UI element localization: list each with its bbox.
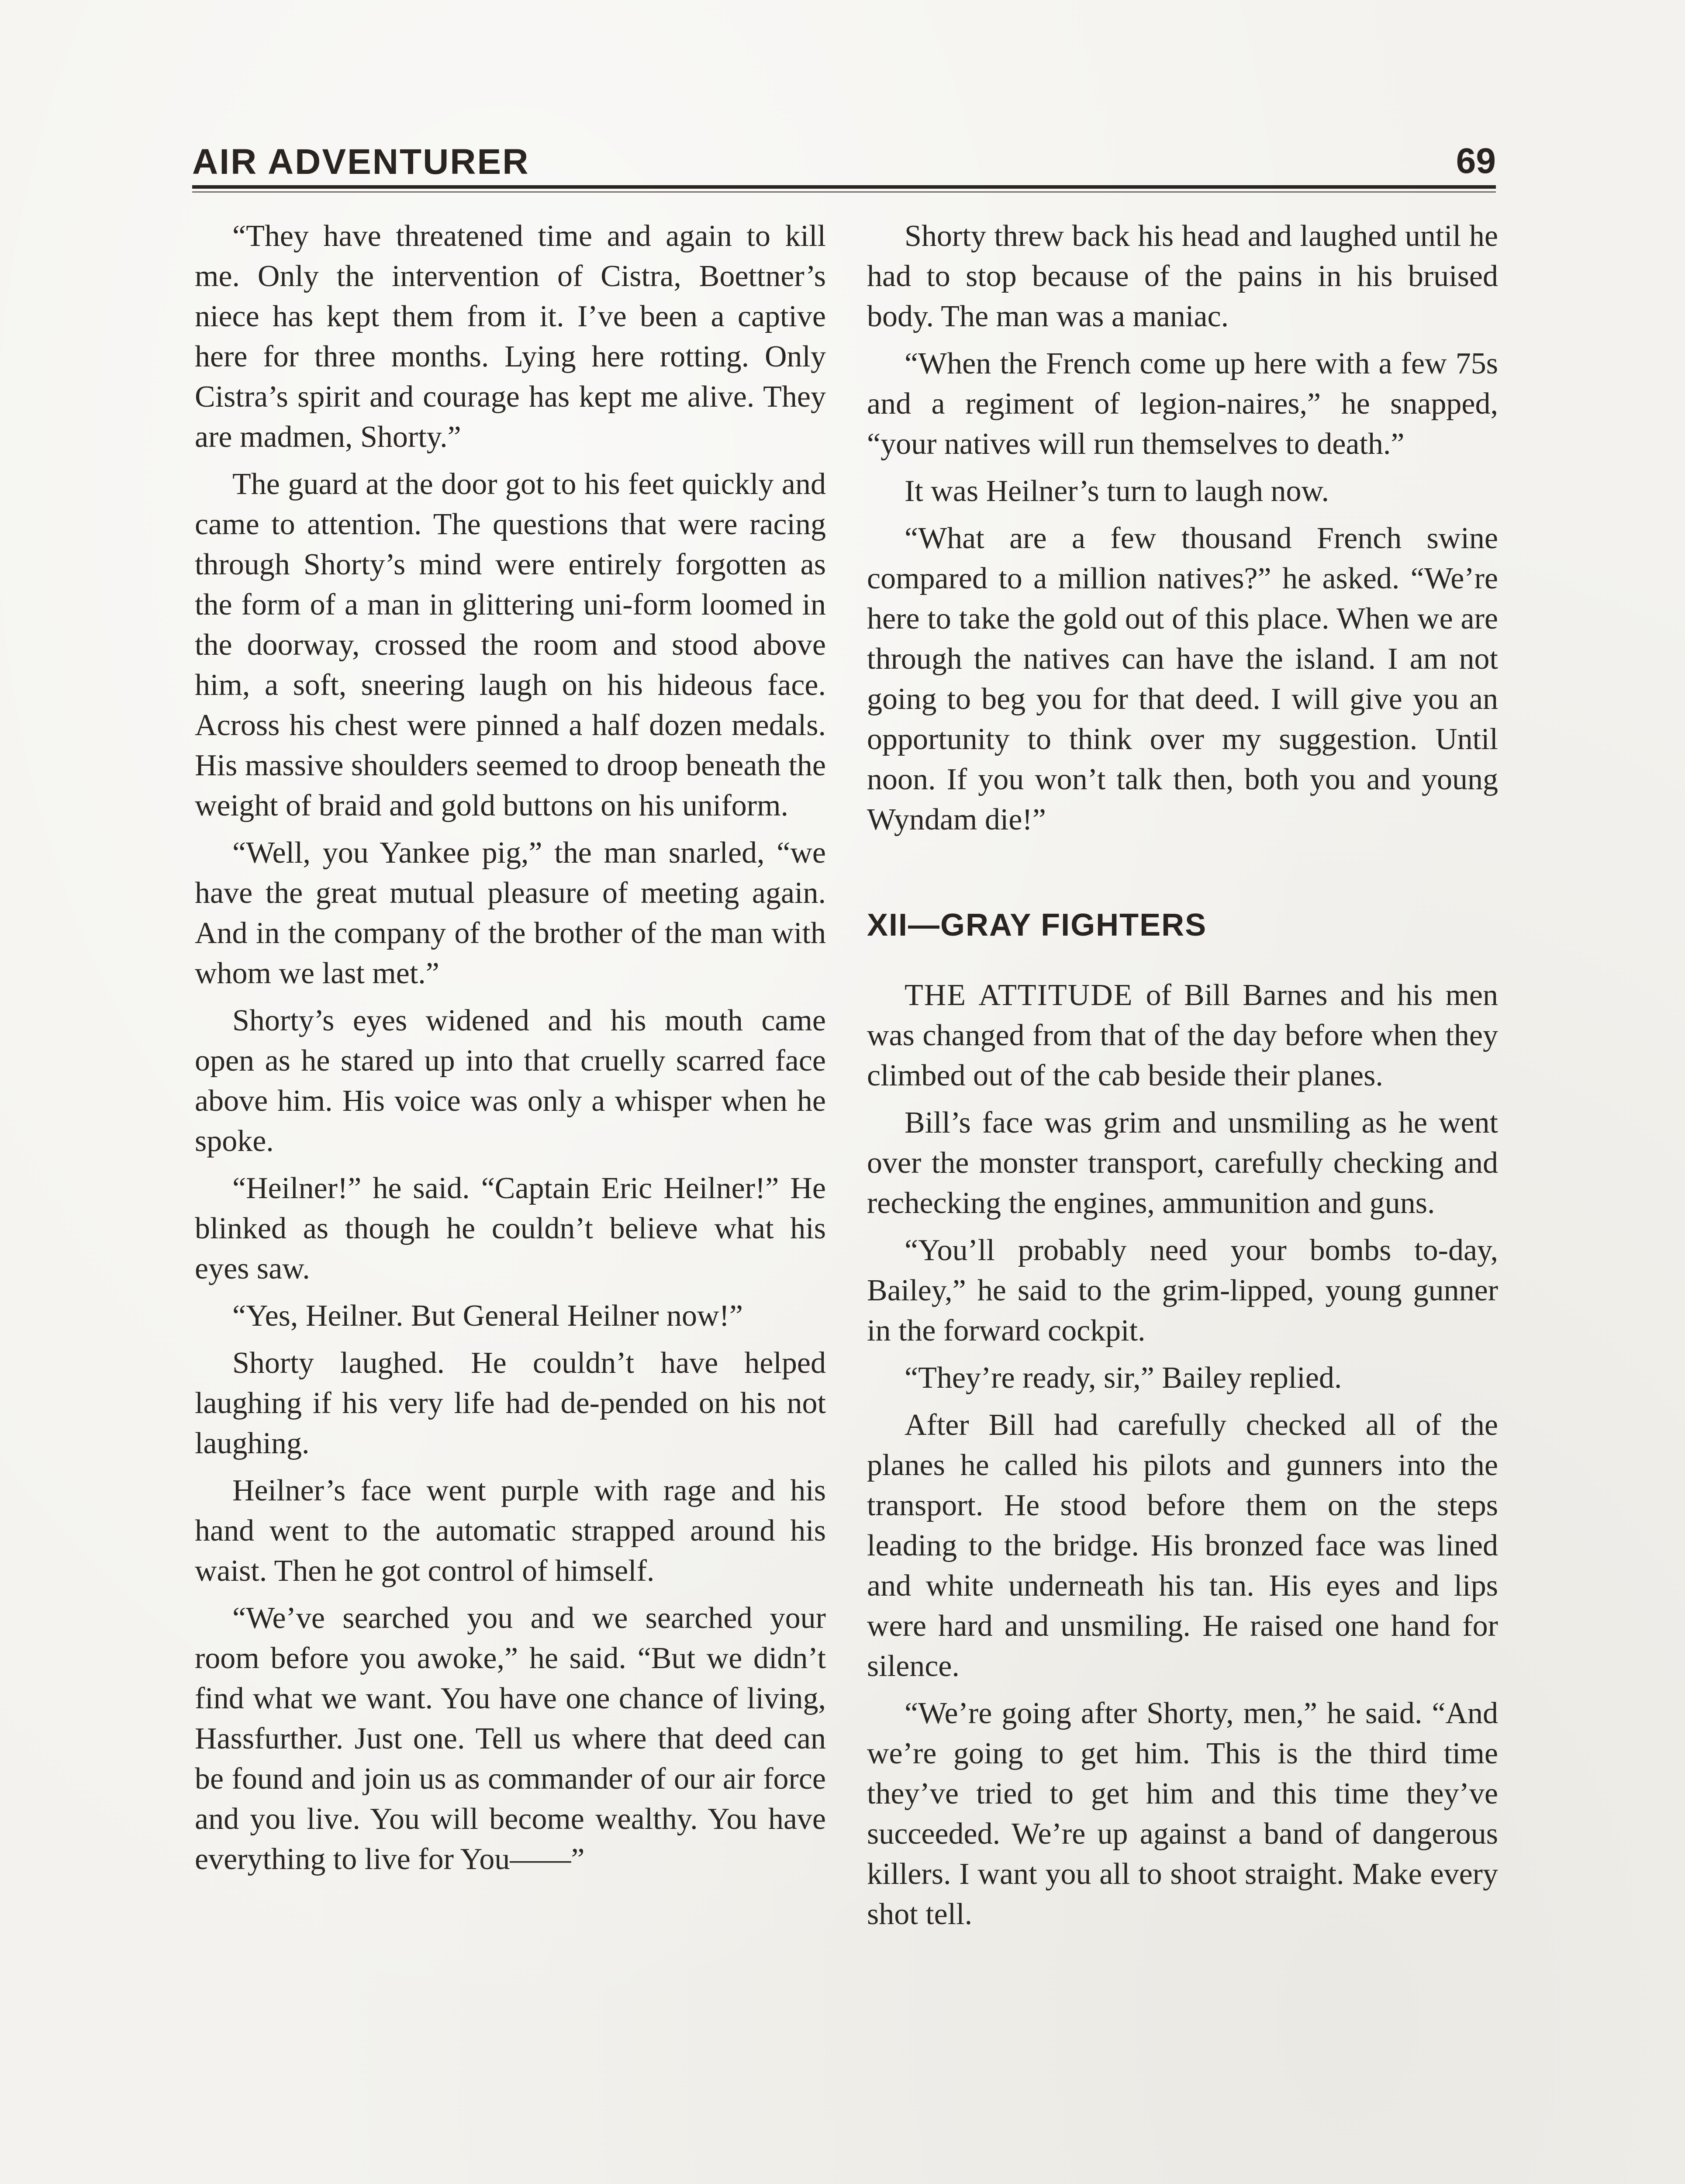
running-header [192,131,1496,183]
paragraph: After Bill had carefully checked all of the planes he called his pilots and gunners into the transport. He stood before them on the steps leading to the bridge. His bronzed face was lined and white underneath his tan. His eyes and lips were hard and unsmiling. He raised one hand for silence. [867,1408,1498,1683]
paragraph: “They have threatened time and again to kill me. Only the intervention of Cistra, Boettner’s niece has kept them from it. I’ve been a captive here for three months. Lying here rotting. Only Cistra’s spirit and courage has kept me alive. They are madmen, Shorty.” [195,219,826,454]
paragraph: The guard at the door got to his feet quickly and came to attention. The questions that were racing through Shorty’s mind were entirely forgotten as the form of a man in glittering uni-form loomed in the doorway, crossed the room and stood above him, a soft, sneering laugh on his hideous face. Across his chest were pinned a half dozen medals. His massive shoulders seemed to droop beneath the weight of braid and gold buttons on his uniform. [195,467,826,822]
chapter-heading: XII—GRAY FIGHTERS [867,908,1207,943]
left-column [195,216,826,1887]
paragraph: Heilner’s face went purple with rage and his hand went to the automatic strapped around his waist. Then he got control of himself. [195,1474,826,1588]
paragraph: “You’ll probably need your bombs to-day, Bailey,” he said to the grim-lipped, young gunner in the forward cockpit. [867,1234,1498,1348]
right-column [867,216,1498,1942]
paragraph: “They’re ready, sir,” Bailey replied. [905,1361,1342,1395]
paragraph: “We’re going after Shorty, men,” he said. “And we’re going to get him. This is the third time they’ve tried to get him and this time they’ve succeeded. We’re up against a band of dangerous killers. I want you all to shoot straight. Make every shot tell. [867,1697,1498,1931]
header-rule-thin [192,191,1496,193]
paragraph: “Well, you Yankee pig,” the man snarled, “we have the great mutual pleasure of meeting again. And in the company of the brother of the man with whom we last met.” [195,836,826,990]
paragraph: “We’ve searched you and we searched your room before you awoke,” he said. “But we didn’t find what we want. You have one chance of living, Hassfurther. Just one. Tell us where that deed can be found and join us as commander of our air force and you live. You will become wealthy. You have everything to live for You——” [195,1601,826,1876]
paragraph: It was Heilner’s turn to laugh now. [905,474,1329,508]
magazine-title: AIR ADVENTURER [192,142,530,182]
paragraph: “When the French come up here with a few 75s and a regiment of legion-naires,” he snapped, “your natives will run themselves to death.” [867,347,1498,461]
paragraph: Bill’s face was grim and unsmiling as he went over the monster transport, carefully checking and rechecking the engines, ammunition and guns. [867,1106,1498,1220]
paragraph: Shorty threw back his head and laughed until he had to stop because of the pains in his bruised body. The man was a maniac. [867,219,1498,333]
header-rule [192,185,1496,189]
opening-caps: THE ATTITUDE [905,978,1133,1012]
opening-text: of Bill Barnes and his men was changed from that of the day before when they climbed out of the cab beside their planes. [867,978,1498,1092]
paragraph: “Yes, Heilner. But General Heilner now!” [232,1299,743,1333]
chapter-opening-paragraph [867,975,1498,1096]
paragraph: Shorty’s eyes widened and his mouth came open as he stared up into that cruelly scarred face above him. His voice was only a whisper when he spoke. [195,1004,826,1158]
paragraph: Shorty laughed. He couldn’t have helped laughing if his very life had de-pended on his not laughing. [195,1346,826,1460]
paragraph: “What are a few thousand French swine compared to a million natives?” he asked. “We’re here to take the gold out of this place. When we are through the natives can have the island. I am not going to beg you for that deed. I will give you an opportunity to think over my suggestion. Until noon. If you won’t talk then, both you and young Wyndam die!” [867,522,1498,836]
page-number: 69 [1456,141,1496,181]
paragraph: “Heilner!” he said. “Captain Eric Heilner!” He blinked as though he couldn’t believe what his eyes saw. [195,1171,826,1286]
